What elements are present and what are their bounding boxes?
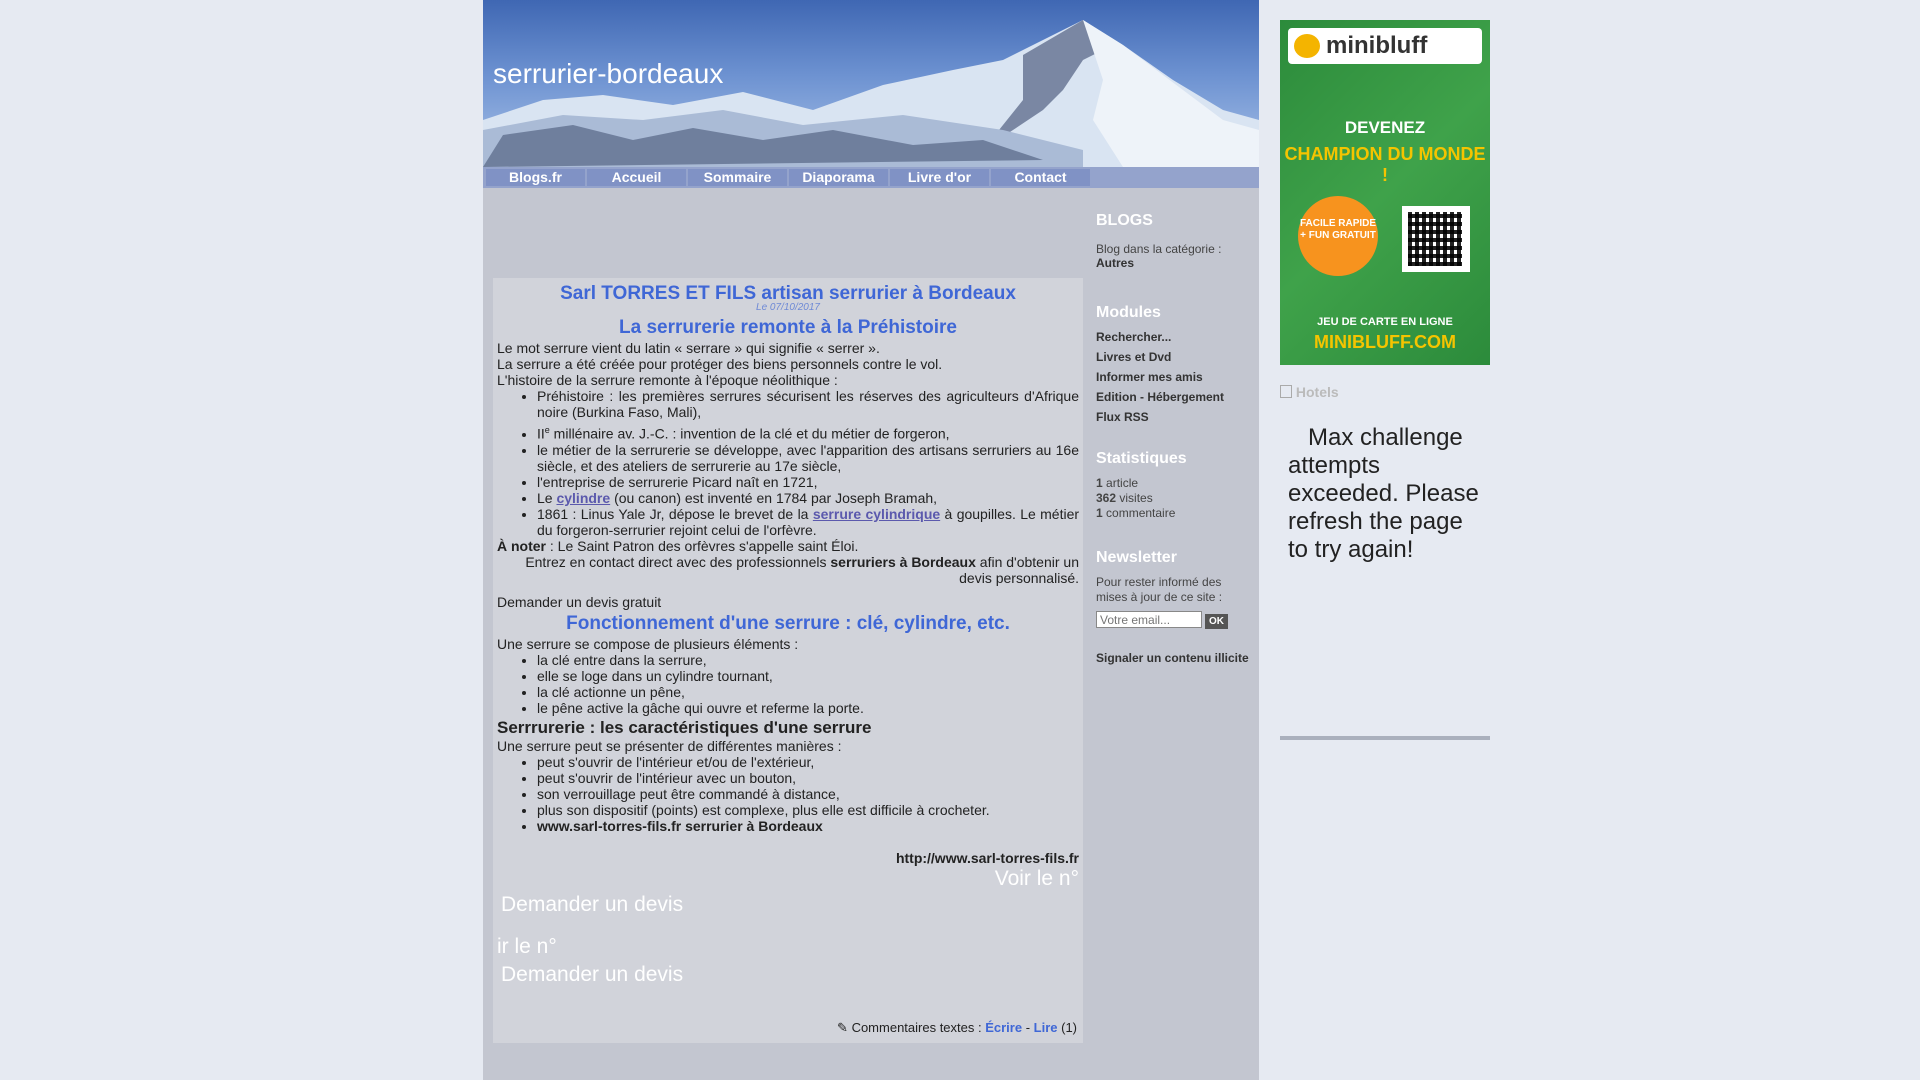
- section3-intro: Une serrure peut se présenter de différentes manières :: [497, 737, 842, 754]
- ad-footer-1: JEU DE CARTE EN LIGNE: [1317, 316, 1453, 328]
- list-item: • Préhistoire : les premières serrures sécurisent les réserves des agriculteurs d'Afrique noire (Burkina Faso, Mali),: [537, 388, 1079, 420]
- list-item: • la clé entre dans la serrure,: [537, 652, 1079, 668]
- stat-row: [1096, 491, 1256, 506]
- newsletter-form: [1096, 611, 1256, 629]
- module-tell-friends-link[interactable]: Informer mes amis: [1096, 370, 1203, 384]
- voir-le-numero[interactable]: Voir le n°: [994, 866, 1079, 890]
- nav-accueil[interactable]: Accueil: [587, 169, 686, 186]
- stats-heading: Statistiques: [1096, 450, 1187, 467]
- module-books-link[interactable]: Livres et Dvd: [1096, 350, 1172, 364]
- newsletter-heading: Newsletter: [1096, 549, 1177, 566]
- ad-brand-row: [1288, 28, 1482, 64]
- comments-bar: [837, 1020, 1077, 1036]
- demander-devis-button-2[interactable]: Demander un devis: [501, 962, 684, 986]
- demander-devis-button[interactable]: Demander un devis: [501, 892, 684, 916]
- note-text: : Le Saint Patron des orfèvres s'appelle saint Éloi.: [546, 537, 859, 554]
- stat-label: article: [1102, 476, 1139, 490]
- intro-line-2: La serrure a été créée pour protéger des biens personnels contre le vol.: [497, 356, 943, 372]
- list-item: • le pêne active la gâche qui ouvre et referme la porte.: [537, 700, 1079, 716]
- module-search-link[interactable]: Rechercher...: [1096, 330, 1172, 344]
- ad-divider: [1280, 736, 1490, 740]
- ad-brand: minibluff: [1326, 32, 1428, 59]
- list-item: [537, 506, 1079, 538]
- header-banner: [483, 0, 1259, 167]
- comments-count: (1): [1057, 1020, 1077, 1035]
- stat-label: commentaire: [1102, 506, 1176, 520]
- nav-diaporama[interactable]: Diaporama: [789, 169, 888, 186]
- list-item: • plus son dispositif (points) est complexe, plus elle est difficile à crocheter.: [537, 802, 1079, 818]
- sunglasses-icon: [1294, 34, 1320, 58]
- captcha-error-message: [1288, 424, 1488, 564]
- list-item: • peut s'ouvrir de l'intérieur et/ou de l'extérieur,: [537, 754, 1079, 770]
- list-item: [537, 490, 1079, 506]
- list-item-text: Le: [537, 489, 553, 506]
- superscript: e: [544, 425, 550, 435]
- list-item: • la clé actionne un pêne,: [537, 684, 1079, 700]
- stat-number: 1: [1096, 476, 1103, 490]
- nav-sommaire[interactable]: Sommaire: [688, 169, 787, 186]
- list-item: • elle se loge dans un cylindre tournant,: [537, 668, 1079, 684]
- nav-livre-dor[interactable]: Livre d'or: [890, 169, 989, 186]
- email-field[interactable]: [1096, 611, 1202, 628]
- intro-line-3: L'histoire de la serrure remonte à l'époque néolithique :: [497, 372, 838, 388]
- stat-number: 1: [1096, 506, 1103, 520]
- qr-code-icon: [1402, 206, 1470, 272]
- section-caracteristiques-title: Serrrurerie : les caractéristiques d'une serrure: [497, 717, 872, 737]
- report-content-link[interactable]: Signaler un contenu illicite: [1096, 650, 1249, 665]
- section-prehistoire-title: La serrurerie remonte à la Préhistoire: [619, 317, 957, 338]
- section-fonctionnement-title: Fonctionnement d'une serrure : clé, cylindre, etc.: [566, 612, 1010, 634]
- stat-row: [1096, 506, 1256, 521]
- parts-list: [497, 652, 1079, 716]
- comments-read-link[interactable]: Lire: [1033, 1020, 1058, 1035]
- category-label: Blog dans la catégorie :: [1096, 242, 1222, 256]
- pencil-icon: ✎: [837, 1020, 848, 1035]
- website-url[interactable]: http://www.sarl-torres-fils.fr: [895, 849, 1079, 866]
- minibluff-ad[interactable]: [1280, 20, 1490, 365]
- intro-line-1: Le mot serrure vient du latin « serrare » qui signifie « serrer ».: [497, 340, 880, 356]
- list-item-text: millénaire av. J.-C. : invention de la clé et du métier de forgeron,: [549, 425, 950, 442]
- hotels-broken-image[interactable]: [1280, 384, 1339, 400]
- cylindre-link[interactable]: cylindre: [556, 489, 611, 506]
- list-item: [537, 422, 1079, 442]
- history-list: [497, 388, 1079, 538]
- features-list: [497, 754, 1079, 834]
- article-title[interactable]: Sarl TORRES ET FILS artisan serrurier à Bordeaux: [560, 283, 1016, 304]
- ok-button[interactable]: OK: [1205, 614, 1228, 629]
- note-label: À noter: [497, 537, 546, 554]
- note-line: [497, 538, 1079, 554]
- list-item: • l'entreprise de serrurerie Picard naît en 1721,: [537, 474, 1079, 490]
- list-item: • le métier de la serrurerie se développe, avec l'apparition des artisans serruriers au 16e siècle, et des ateliers de serrurerie au 17e siècle,: [537, 442, 1079, 474]
- page-container: [483, 0, 1259, 1080]
- nav-blogs[interactable]: Blogs.fr: [486, 169, 585, 186]
- sidebar: [1096, 212, 1256, 672]
- comments-write-link[interactable]: Écrire: [985, 1020, 1023, 1035]
- main-nav: [483, 167, 1259, 188]
- section2-intro: Une serrure se compose de plusieurs éléments :: [497, 635, 799, 652]
- module-hosting-link[interactable]: Edition - Hébergement: [1096, 390, 1225, 404]
- stat-label: visites: [1116, 491, 1153, 505]
- quote-link[interactable]: Demander un devis gratuit: [497, 593, 662, 610]
- blogs-heading: BLOGS: [1096, 212, 1153, 229]
- hotels-alt-text: Hotels: [1295, 384, 1339, 400]
- contact-text: Entrez en contact direct avec des professionnels: [525, 553, 831, 570]
- list-item-text: 1861 : Linus Yale Jr, dépose le brevet de la: [537, 505, 809, 522]
- website-line: www.sarl-torres-fils.fr serrurier à Bordeaux: [537, 817, 823, 834]
- contact-text: afin d'obtenir un devis personnalisé.: [959, 553, 1079, 586]
- list-item-text: (ou canon) est inventé en 1784 par Joseph Bramah,: [614, 489, 938, 506]
- article-box: [493, 278, 1083, 1043]
- comments-separator: -: [1022, 1020, 1034, 1035]
- ad-footer-2: MINIBLUFF.COM: [1314, 332, 1456, 352]
- stat-number: 362: [1096, 491, 1117, 505]
- broken-image-icon: [1280, 385, 1292, 398]
- contact-bold: serruriers à Bordeaux: [830, 553, 976, 570]
- category-link[interactable]: Autres: [1096, 256, 1135, 270]
- list-item: [537, 818, 1079, 834]
- ad-headline-2: CHAMPION DU MONDE !: [1284, 144, 1486, 185]
- list-item-text: à goupilles. Le métier du forgeron-serrurier rejoint celui de l'orfèvre.: [537, 505, 1080, 538]
- contact-paragraph: [497, 554, 1079, 586]
- list-item: • son verrouillage peut être commandé à distance,: [537, 786, 1079, 802]
- voir-le-numero-2[interactable]: ir le n°: [497, 934, 557, 958]
- captcha-error-text: Max challenge attempts exceeded. Please refresh the page to try again!: [1288, 424, 1479, 563]
- ad-headline-1: DEVENEZ: [1344, 118, 1426, 137]
- list-item: • peut s'ouvrir de l'intérieur avec un bouton,: [537, 770, 1079, 786]
- article-date: Le 07/10/2017: [756, 302, 820, 313]
- stat-row: [1096, 476, 1256, 491]
- nav-contact[interactable]: Contact: [991, 169, 1090, 186]
- newsletter-text: Pour rester informé des mises à jour de ce site :: [1096, 575, 1223, 604]
- modules-heading: Modules: [1096, 304, 1161, 321]
- comments-label: Commentaires textes :: [851, 1020, 986, 1035]
- ad-badge: FACILE RAPIDE + FUN GRATUIT: [1298, 196, 1378, 276]
- module-rss-link[interactable]: Flux RSS: [1096, 410, 1149, 424]
- serrure-cylindrique-link[interactable]: serrure cylindrique: [812, 505, 941, 522]
- site-title[interactable]: serrurier-bordeaux: [493, 58, 724, 89]
- list-item-text: II: [537, 425, 545, 442]
